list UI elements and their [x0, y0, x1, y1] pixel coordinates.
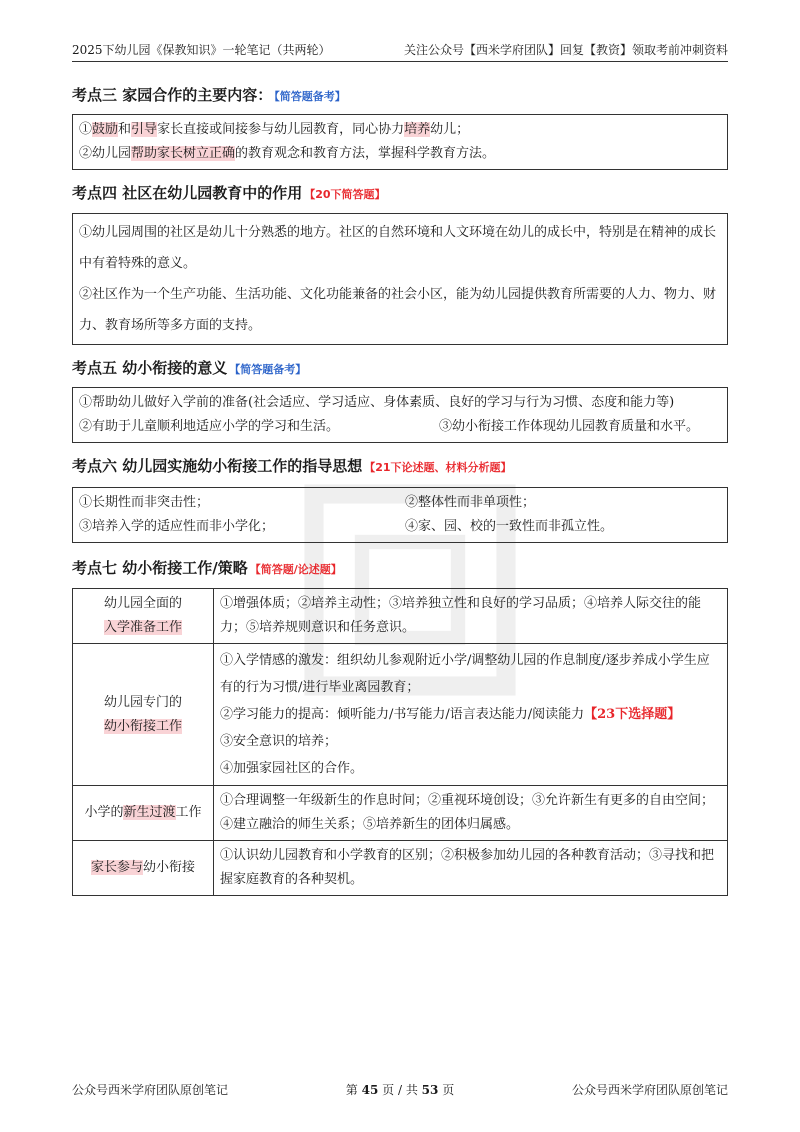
row-4-label: 家长参与幼小衔接	[73, 841, 214, 896]
page-footer	[72, 1081, 728, 1098]
page-number: 第 45 页 / 共 53 页	[345, 1083, 455, 1097]
row-3-label: 小学的新生过渡工作	[73, 786, 214, 841]
row-2-content: ①入学情感的激发：组织幼儿参观附近小学/调整幼儿园的作息制度/逐步养成小学生应有的行为习惯/进行毕业离园教育； ②学习能力的提高：倾听能力/书写能力/语言表达能力/阅读能力【23下选择题】 ③安全意识的培养； ④加强家园社区的合作。	[214, 644, 728, 786]
section-5-box	[72, 387, 728, 443]
section-3-title: 考点三 家园合作的主要内容： 【简答题备考】	[72, 86, 346, 104]
row-3-content: ①合理调整一年级新生的作息时间；②重视环境创设；③允许新生有更多的自由空间；④建立融洽的师生关系；⑤培养新生的团体归属感。	[214, 786, 728, 841]
section-6-box	[72, 487, 728, 543]
row-2-label: 幼儿园专门的 幼小衔接工作	[73, 644, 214, 786]
section-6-row-2: ③培养入学的适应性而非小学化； ④家、园、校的一致性而非孤立性。	[79, 519, 614, 534]
section-4-tag: 【20下简答题】	[304, 188, 386, 201]
section-4-box	[72, 213, 728, 345]
page-content	[72, 84, 728, 896]
footer-left: 公众号西米学府团队原创笔记	[72, 1083, 229, 1097]
table-row	[73, 589, 728, 644]
section-6-row-1: ①长期性而非突击性； ②整体性而非单项性；	[79, 495, 536, 510]
table-row	[73, 841, 728, 896]
section-5-line-2: ②有助于儿童顺利地适应小学的学习和生活。 ③幼小衔接工作体现幼儿园教育质量和水平。	[79, 419, 700, 434]
section-6-tag: 【21下论述题、材料分析题】	[364, 461, 512, 474]
section-5-line-1: ①帮助幼儿做好入学前的准备(社会适应、学习适应、身体素质、良好的学习与行为习惯、态度和能力等)	[79, 395, 675, 410]
section-3-line-2: ②幼儿园帮助家长树立正确的教育观念和教育方法，掌握科学教育方法。	[79, 146, 496, 161]
section-5-title: 考点五 幼小衔接的意义 【简答题备考】	[72, 359, 307, 377]
table-row	[73, 644, 728, 786]
section-3-box	[72, 114, 728, 170]
section-4-para-2: ②社区作为一个生产功能、生活功能、文化功能兼备的社会小区，能为幼儿园提供教育所需要的人力、物力、财力、教育场所等多方面的支持。	[79, 287, 717, 333]
section-5-tag: 【简答题备考】	[229, 363, 307, 376]
row-4-content: ①认识幼儿园教育和小学教育的区别；②积极参加幼儿园的各种教育活动；③寻找和把握家庭教育的各种契机。	[214, 841, 728, 896]
footer-right: 公众号西米学府团队原创笔记	[571, 1083, 728, 1097]
section-7-tag: 【简答题/论述题】	[249, 563, 342, 576]
section-6-title: 考点六 幼儿园实施幼小衔接工作的指导思想 【21下论述题、材料分析题】	[72, 457, 512, 475]
section-3-line-1: ①鼓励和引导家长直接或间接参与幼儿园教育，同心协力培养幼儿；	[79, 122, 470, 137]
section-4-para-1: ①幼儿园周围的社区是幼儿十分熟悉的地方。社区的自然环境和人文环境在幼儿的成长中，特别是在精神的成长中有着特殊的意义。	[79, 225, 717, 271]
header-right: 关注公众号【西米学府团队】回复【教资】领取考前冲刺资料	[403, 43, 728, 57]
header-left: 2025下幼儿园《保教知识》一轮笔记（共两轮）	[72, 43, 331, 57]
table-row	[73, 786, 728, 841]
strategy-table	[72, 588, 728, 896]
section-7-title: 考点七 幼小衔接工作/策略 【简答题/论述题】	[72, 559, 342, 577]
row-1-label: 幼儿园全面的 入学准备工作	[73, 589, 214, 644]
section-4-title: 考点四 社区在幼儿园教育中的作用 【20下简答题】	[72, 184, 386, 202]
row-1-content: ①增强体质；②培养主动性；③培养独立性和良好的学习品质；④培养人际交往的能力；⑤培养规则意识和任务意识。	[214, 589, 728, 644]
section-3-tag: 【简答题备考】	[274, 90, 346, 103]
page-header	[72, 36, 728, 62]
